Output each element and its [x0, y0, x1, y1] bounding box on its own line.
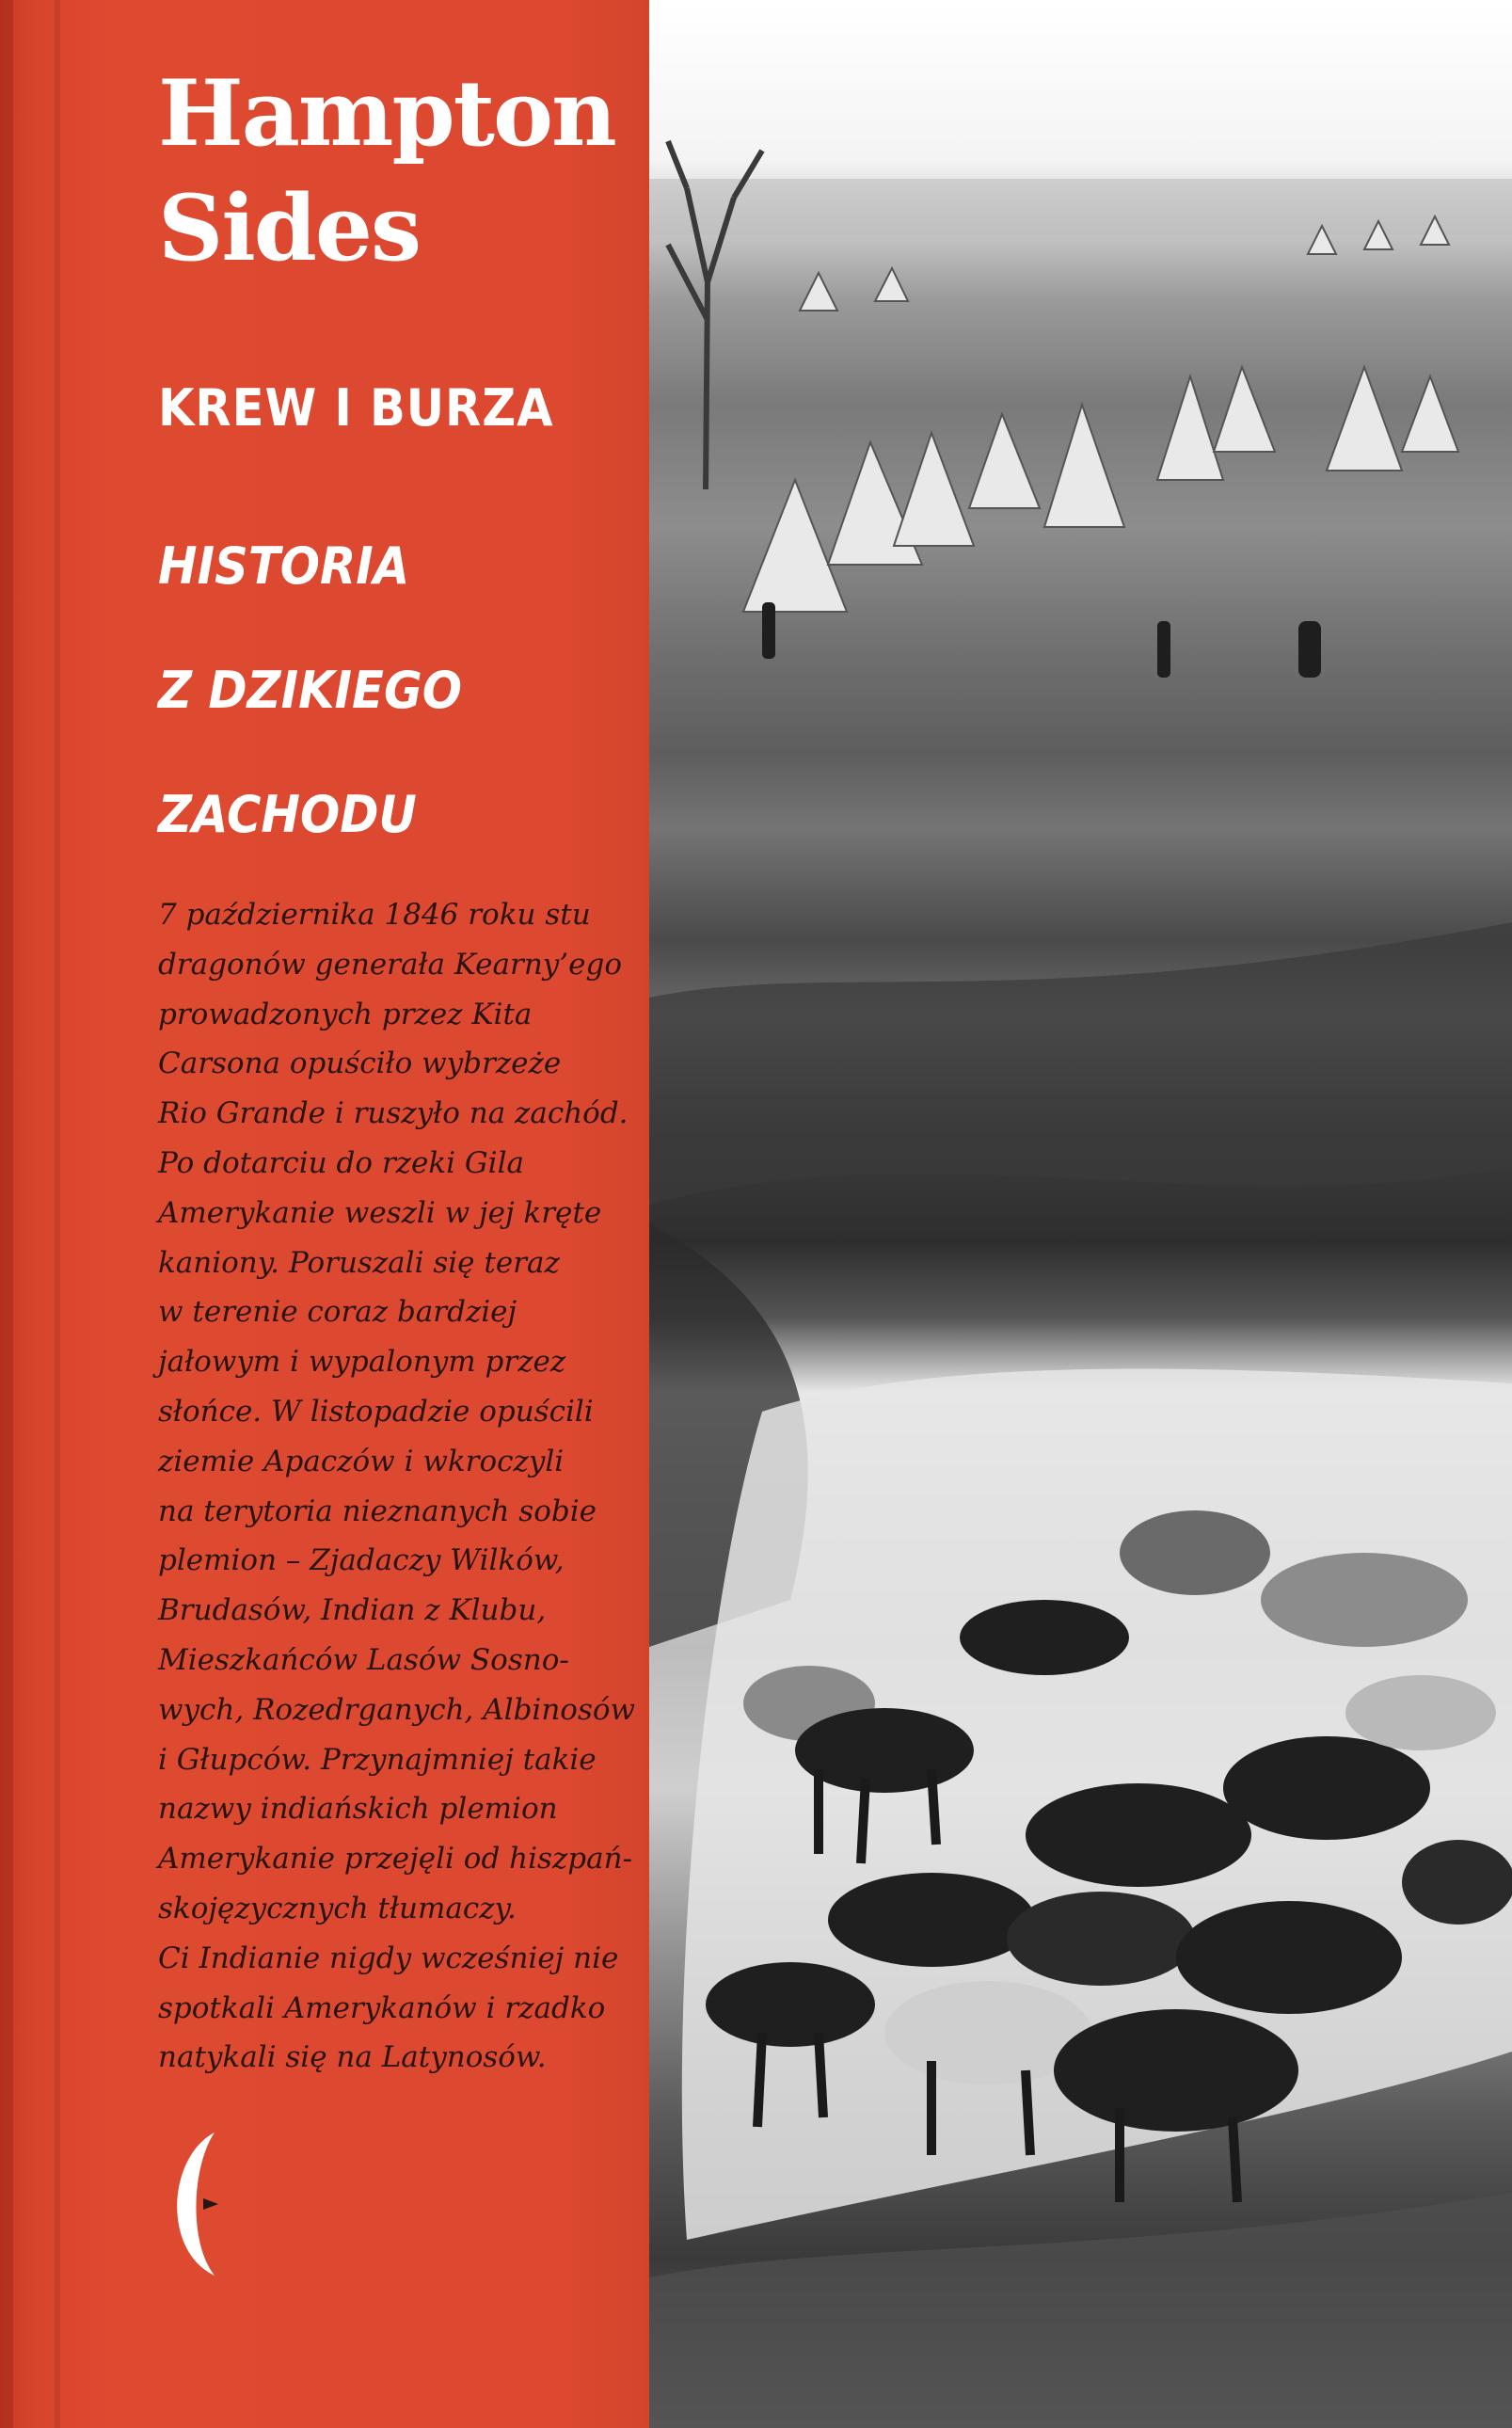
publisher-logo-icon	[160, 2129, 220, 2279]
author-first-name: Hampton	[158, 60, 615, 167]
subtitle-line: Z DZIKIEGO	[158, 661, 463, 720]
blurb-line: na terytoria nieznanych sobie	[158, 1494, 597, 1528]
blurb-line: Po dotarciu do rzeki Gila	[158, 1145, 524, 1180]
subtitle-line: HISTORIA	[158, 536, 410, 596]
blurb-line: jałowym i wypalonym przez	[158, 1345, 566, 1380]
author-last-name: Sides	[158, 175, 421, 281]
author-name	[158, 56, 647, 286]
cover-photo	[649, 0, 1512, 2428]
tipi-icon	[743, 216, 1458, 612]
blurb-line: nazwy indiańskich plemion	[158, 1792, 558, 1827]
blurb-line: słońce. W listopadzie opuścili	[158, 1394, 594, 1429]
blurb-line: Amerykanie weszli w jej kręte	[158, 1195, 602, 1230]
blurb-line: prowadzonych przez Kita	[158, 997, 533, 1031]
blurb-line: Ci Indianie nigdy wcześniej nie	[158, 1941, 619, 1975]
blurb-line: spotkali Amerykanów i rzadko	[158, 1990, 606, 2025]
blurb-line: skojęzycznych tłumaczy.	[158, 1891, 517, 1925]
blurb-line: Brudasów, Indian z Klubu,	[158, 1593, 547, 1628]
book-title: KREW I BURZA	[158, 378, 554, 438]
subtitle-line: ZACHODU	[158, 785, 417, 844]
blurb-line: natykali się na Latynosów.	[158, 2040, 547, 2075]
blurb-line: i Głupców. Przynajmniej takie	[158, 1742, 597, 1777]
blurb-line: Carsona opuściło wybrzeże	[158, 1046, 562, 1081]
blurb-line: w terenie coraz bardziej	[158, 1295, 517, 1330]
blurb-line: Amerykanie przejęli od hiszpań-	[158, 1842, 633, 1877]
blurb-line: 7 października 1846 roku stu	[158, 898, 591, 932]
person-icon	[762, 602, 1321, 678]
blurb-line: ziemie Apaczów i wkroczyli	[158, 1444, 565, 1478]
blurb-line: dragonów generała Kearny’ego	[158, 947, 623, 982]
photo-scene-icon	[649, 0, 1512, 2428]
cover-blurb	[158, 890, 638, 2083]
blurb-line: plemion – Zjadaczy Wilków,	[158, 1543, 565, 1578]
book-subtitle	[158, 504, 462, 877]
blurb-line: kaniony. Poruszali się teraz	[158, 1245, 560, 1280]
blurb-line: Mieszkańców Lasów Sosno-	[158, 1642, 569, 1677]
blurb-line: Rio Grande i ruszyło na zachód.	[158, 1096, 629, 1131]
cover-red-panel	[0, 0, 649, 2428]
blurb-line: wych, Rozedrganych, Albinosów	[158, 1692, 636, 1727]
